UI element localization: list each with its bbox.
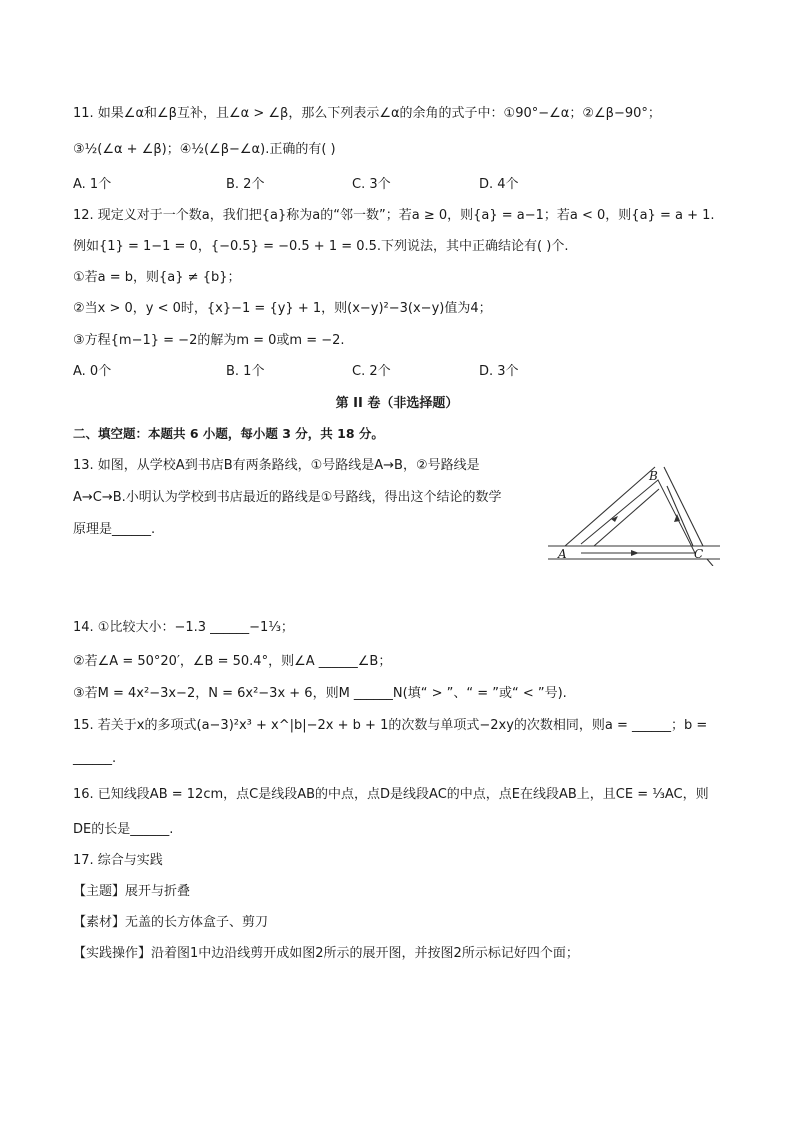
q12-option-d: D. 3个 xyxy=(479,364,519,379)
q11-stem-line2: ③½(∠α + ∠β)；④½(∠β−∠α).正确的有( ) xyxy=(73,142,336,157)
q12-statement-1: ①若a = b，则{a} ≠ {b}； xyxy=(73,270,241,285)
q13-label-c: C xyxy=(694,547,704,561)
q16-stem-line2: DE的长是______. xyxy=(73,822,174,837)
q16-stem-line1: 16. 已知线段AB = 12cm，点C是线段AB的中点，点D是线段AC的中点，点E在线段AB上，且CE = ⅓AC，则 xyxy=(73,787,709,802)
q13-label-b: B xyxy=(649,469,658,483)
q14-statement-1: 14. ①比较大小：−1.3 ______−1⅓； xyxy=(73,620,294,635)
q12-statement-2: ②当x > 0，y < 0时，{x}−1 = {y} + 1，则(x−y)²−3(x−y)值为4； xyxy=(73,301,492,316)
q11-stem-line1: 11. 如果∠α和∠β互补，且∠α > ∠β，那么下列表示∠α的余角的式子中：①90°−∠α；②∠β−90°； xyxy=(73,106,661,121)
q13-stem-line3: 原理是______. xyxy=(73,522,156,537)
q17-operation: 【实践操作】沿着图1中边沿线剪开成如图2所示的展开图，并按图2所示标记好四个面； xyxy=(73,946,579,961)
fill-in-header: 二、填空题：本题共 6 小题，每小题 3 分，共 18 分。 xyxy=(73,426,384,441)
q15-stem-line1: 15. 若关于x的多项式(a−3)²x³ + x^|b|−2x + b + 1的次数与单项式−2xy的次数相同，则a = ______；b = xyxy=(73,718,708,733)
q12-option-a: A. 0个 xyxy=(73,364,112,379)
q17-material: 【素材】无盖的长方体盒子、剪刀 xyxy=(73,915,269,930)
q13-label-a: A xyxy=(558,547,567,561)
q11-option-b: B. 2个 xyxy=(226,177,265,192)
q12-option-c: C. 2个 xyxy=(352,364,391,379)
q17-theme: 【主题】展开与折叠 xyxy=(73,884,191,899)
q11-option-c: C. 3个 xyxy=(352,177,391,192)
q12-option-b: B. 1个 xyxy=(226,364,265,379)
q15-stem-line2: ______. xyxy=(73,751,117,766)
q12-stem-line1: 12. 现定义对于一个数a，我们把{a}称为a的“邻一数”；若a ≥ 0，则{a} = a−1；若a < 0，则{a} = a + 1. xyxy=(73,208,715,223)
q17-title: 17. 综合与实践 xyxy=(73,853,163,868)
q12-stem-line2: 例如{1} = 1−1 = 0，{−0.5} = −0.5 + 1 = 0.5.下列说法，其中正确结论有( )个. xyxy=(73,239,569,254)
q12-statement-3: ③方程{m−1} = −2的解为m = 0或m = −2. xyxy=(73,333,345,348)
q13-stem-line1: 13. 如图，从学校A到书店B有两条路线，①号路线是A→B，②号路线是 xyxy=(73,458,480,473)
q13-stem-line2: A→C→B.小明认为学校到书店最近的路线是①号路线，得出这个结论的数学 xyxy=(73,490,502,505)
q14-statement-3: ③若M = 4x²−3x−2，N = 6x²−3x + 6，则M ______N(填“ > ”、“ = ”或“ < ”号). xyxy=(73,686,567,701)
q14-statement-2: ②若∠A = 50°20′，∠B = 50.4°，则∠A ______∠B； xyxy=(73,654,392,669)
q11-option-a: A. 1个 xyxy=(73,177,112,192)
q11-option-d: D. 4个 xyxy=(479,177,519,192)
section-title: 第 II 卷（非选择题） xyxy=(335,396,459,411)
q13-route-figure xyxy=(545,462,725,566)
